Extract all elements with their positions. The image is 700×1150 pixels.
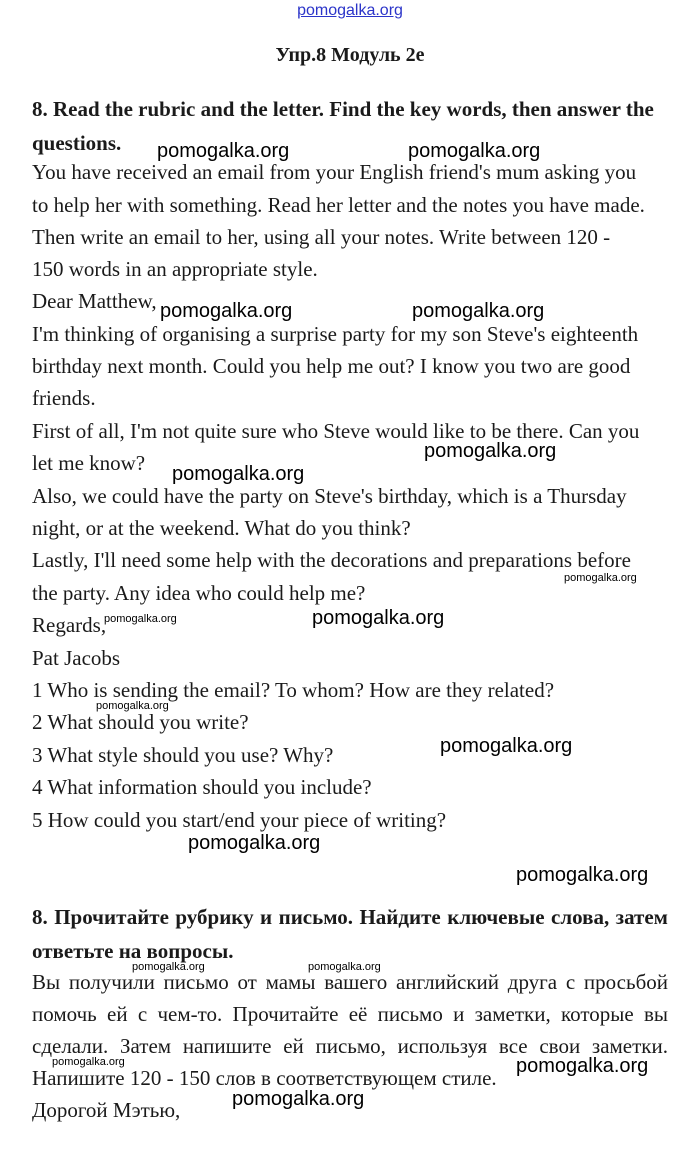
text-line: let me know? xyxy=(32,451,146,475)
text-line: night, or at the weekend. What do you think? xyxy=(32,516,411,540)
question-item: 2 What should you write? xyxy=(32,710,249,734)
watermark: pomogalka.org xyxy=(52,1056,125,1068)
text-line: First of all, I'm not quite sure who Steve would like to be there. Can you xyxy=(32,419,640,443)
text-line: I'm thinking of organising a surprise party for my son Steve's eighteenth xyxy=(32,322,639,346)
question-item: 5 How could you start/end your piece of writing? xyxy=(32,808,447,832)
watermark: pomogalka.org xyxy=(312,607,445,629)
watermark: pomogalka.org xyxy=(157,140,290,162)
letter-closing: Regards, xyxy=(32,613,107,637)
text-line: the party. Any idea who could help me? xyxy=(32,581,366,605)
watermark: pomogalka.org xyxy=(440,735,573,757)
watermark: pomogalka.org xyxy=(104,613,177,625)
text-line: Lastly, I'll need some help with the decorations and preparations before xyxy=(32,548,631,572)
watermark: pomogalka.org xyxy=(424,440,557,462)
watermark: pomogalka.org xyxy=(160,300,293,322)
text-line: You have received an email from your English friend's mum asking you xyxy=(32,160,637,184)
watermark: pomogalka.org xyxy=(412,300,545,322)
question-item: 4 What information should you include? xyxy=(32,775,372,799)
watermark: pomogalka.org xyxy=(232,1088,365,1110)
page-title: Упр.8 Модуль 2е xyxy=(275,44,425,66)
text-line: 150 words in an appropriate style. xyxy=(32,257,318,281)
watermark: pomogalka.org xyxy=(408,140,541,162)
exercise-heading-en: 8. Read the rubric and the letter. Find the key words, then answer the questions. xyxy=(32,97,654,155)
question-item: 1 Who is sending the email? To whom? How are they related? xyxy=(32,678,555,702)
letter-signature: Pat Jacobs xyxy=(32,646,121,670)
text-line: birthday next month. Could you help me out? I know you two are good xyxy=(32,354,631,378)
text-line: to help her with something. Read her letter and the notes you have made. xyxy=(32,193,645,217)
question-item: 3 What style should you use? Why? xyxy=(32,743,334,767)
watermark: pomogalka.org xyxy=(564,572,637,584)
watermark: pomogalka.org xyxy=(308,961,381,973)
watermark: pomogalka.org xyxy=(516,864,649,886)
text-line: friends. xyxy=(32,386,96,410)
watermark: pomogalka.org xyxy=(188,832,321,854)
watermark: pomogalka.org xyxy=(172,463,305,485)
watermark: pomogalka.org xyxy=(132,961,205,973)
text-line: Also, we could have the party on Steve's birthday, which is a Thursday xyxy=(32,484,627,508)
russian-greeting: Дорогой Мэтью, xyxy=(32,1098,181,1122)
exercise-heading-ru: 8. Прочитайте рубрику и письмо. Найдите ключевые слова, затем ответьте на вопросы. xyxy=(32,905,668,963)
russian-paragraph: Вы получили письмо от мамы вашего английский друга с просьбой помочь ей с чем-то. Прочитайте её письмо и заметки, которые вы сделали. Затем напишите ей письмо, используя все свои заметки. Напишите 120 - 150 слов в соответствующем стиле. xyxy=(32,970,668,1090)
watermark: pomogalka.org xyxy=(516,1055,649,1077)
site-header-link[interactable]: pomogalka.org xyxy=(297,2,403,19)
text-line: Then write an email to her, using all your notes. Write between 120 - xyxy=(32,225,611,249)
letter-greeting: Dear Matthew, xyxy=(32,289,157,313)
watermark: pomogalka.org xyxy=(96,700,169,712)
